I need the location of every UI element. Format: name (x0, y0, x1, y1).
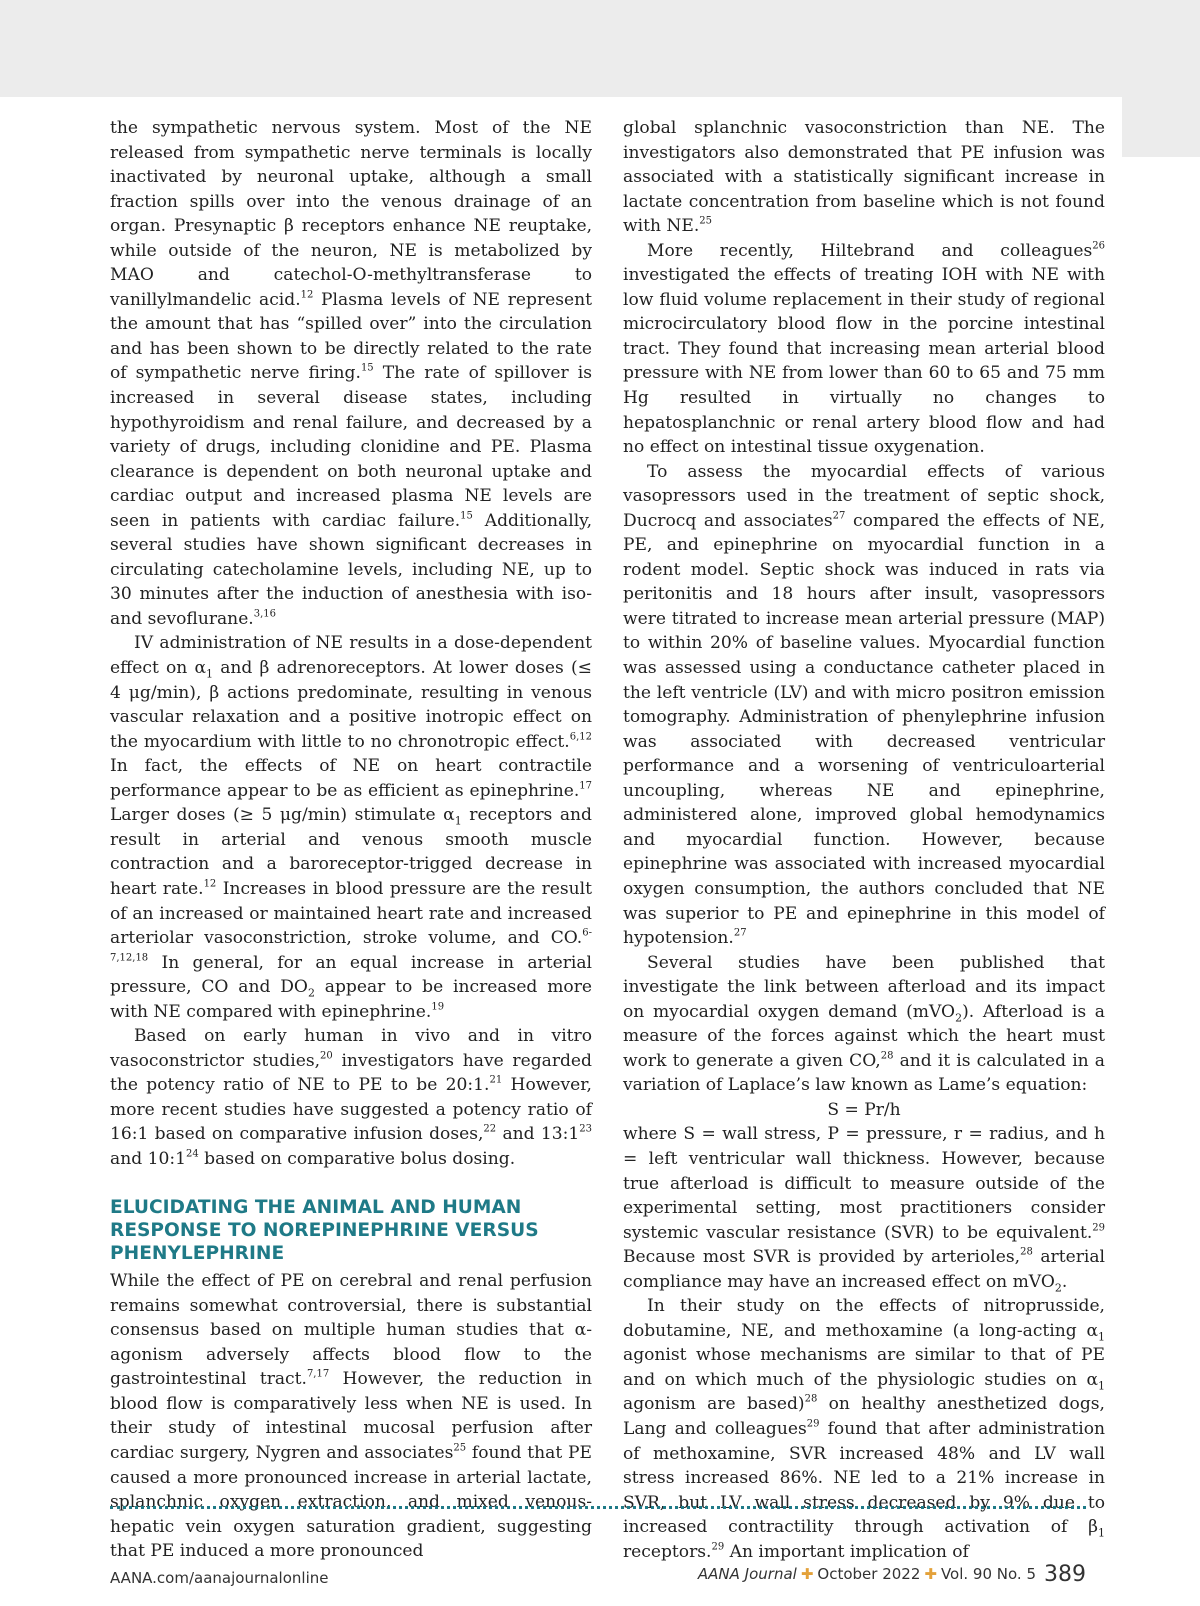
citation: 22 (483, 1123, 497, 1135)
citation: 28 (1020, 1246, 1033, 1258)
issue-date: October 2022 (817, 1565, 921, 1583)
right-column (623, 116, 1105, 1564)
header-band (0, 0, 1200, 97)
footer-citation (698, 1562, 1086, 1587)
paragraph: Several studies have been published that investigate the link between afterload and its impact on myocardial oxygen demand (mVO$_2$). Afterload is a measure of the forces against which the heart must work to generate a given CO,$^{28}$ and it is calculated in a variation of Laplace’s law known as Lame’s equation: (623, 952, 1105, 1096)
paragraph: IV administration of NE results in a dose-dependent effect on $\alpha_1$ and β adrenoreceptors. At lower doses (≤ 4 μg/min), β actions predominate, resulting in venous vascular relaxation and a positive inotropic effect on the myocardium with little to no chronotropic effect.$^{6,12}$ In fact, the effects of NE on heart contractile performance appear to be as efficient as epinephrine.$^{17}$ Larger doses (≥ 5 μg/min) stimulate $\alpha_1$ receptors and result in arterial and venous smooth muscle contraction and a baroreceptor-trigged decrease in heart rate.$^{12}$ Increases in blood pressure are the result of an increased or maintained heart rate and increased arteriolar vasoconstriction, stroke volume, and CO.$^{6-7,12,18}$ In general, for an equal increase in arterial pressure, CO and $DO_2$ appear to be increased more with NE compared with epinephrine.$^{19}$ (110, 633, 593, 1022)
citation: 20 (320, 1050, 333, 1062)
left-column (110, 116, 592, 1564)
citation: 27 (832, 510, 846, 522)
paragraph: Based on early human in vivo and in vitro vasoconstrictor studies,$^{20}$ investigators have regarded the potency ratio of NE to PE to be 20:1.21 However, more recent studies have suggested a potency ratio of 16:1 based on comparative infusion doses,$^{22}$ and $13:1^{23}$ and $10:1^{24}$ based on comparative bolus dosing. (110, 1026, 592, 1169)
citation: 28 (804, 1393, 818, 1405)
citation: 21 (489, 1074, 503, 1086)
citation: 7,17 (306, 1368, 330, 1380)
footer-divider (110, 1506, 1086, 1509)
paragraph: While the effect of PE on cerebral and renal perfusion remains somewhat controversial, there is substantial consensus based on multiple human studies that α-agonism adversely affects blood flow to the gastrointestinal tract.$^{7,17}$ However, the reduction in blood flow is comparatively less when NE is used. In their study of intestinal mucosal perfusion after cardiac surgery, Nygren and associates$^{25}$ found that PE caused a more pronounced increase in arterial lactate, splanchnic oxygen extraction, and mixed venous-hepatic vein oxygen saturation gradient, suggesting that PE induced a more pronounced (110, 1271, 592, 1562)
journal-name: AANA Journal (697, 1565, 797, 1583)
citation: 29 (711, 1541, 725, 1553)
citation: 15 (360, 362, 374, 374)
equation: S = Pr/h (827, 1099, 901, 1120)
plus-icon: ✚ (800, 1565, 814, 1583)
citation: 12 (203, 878, 217, 890)
plus-icon: ✚ (924, 1565, 937, 1583)
paragraph: More recently, Hiltebrand and colleagues$^{26}$ investigated the effects of treating IOH with NE with low fluid volume replacement in their study of regional microcirculatory blood flow in the porcine intestinal tract. They found that increasing mean arterial blood pressure with NE from lower than 60 to 65 and 75 mm Hg resulted in virtually no changes to hepatosplanchnic or renal artery blood flow and had no effect on intestinal tissue oxygenation. (623, 240, 1105, 458)
header-band-tab (1122, 97, 1200, 157)
citation: 23 (579, 1123, 592, 1135)
citation: 17 (579, 780, 592, 792)
volume-issue: Vol. 90 No. 5 (940, 1565, 1036, 1583)
citation: 28 (880, 1050, 894, 1062)
citation: 19 (431, 1001, 445, 1013)
citation: 24 (185, 1148, 199, 1160)
paragraph: To assess the myocardial effects of various vasopressors used in the treatment of septic shock, Ducrocq and associates$^{27}$ compared the effects of NE, PE, and epinephrine on myocardial function in a rodent model. Septic shock was induced in rats via peritonitis and 18 hours after insult, vasopressors were titrated to increase mean arterial pressure (MAP) to within 20% of baseline values. Myocardial function was assessed using a conductance catheter placed in the left ventricle (LV) and with micro positron emission tomography. Administration of phenylephrine infusion was associated with decreased ventricular performance and a worsening of ventriculoarterial uncoupling, whereas NE and epinephrine, administered alone, improved global hemodynamics and myocardial function. However, because epinephrine was associated with increased myocardial oxygen consumption, the authors concluded that NE was superior to PE and epinephrine in this model of hypotension.$^{27}$ (623, 461, 1105, 949)
page-number: 389 (1044, 1562, 1086, 1587)
paragraph: In their study on the effects of nitroprusside, dobutamine, NE, and methoxamine (a long-acting $\alpha_1$ agonist whose mechanisms are similar to that of PE and on which much of the physiologic studies on $\alpha_1$ agonism are based)$^{28}$ on healthy anesthetized dogs, Lang and colleagues$^{29}$ found that after administration of methoxamine, SVR increased 48% and LV wall stress increased 86%. NE led to a 21% increase in SVR, but LV wall stress decreased by 9% due to increased contractility through activation of $\beta_1$ receptors.$^{29}$ An important implication of (623, 1296, 1106, 1562)
footer-url[interactable]: AANA.com/aanajournalonline (110, 1569, 329, 1587)
citation: 25 (699, 215, 713, 227)
citation: 3,16 (253, 608, 277, 620)
citation: 26 (1092, 240, 1105, 252)
citation: 6,12 (569, 731, 592, 743)
paragraph: the sympathetic nervous system. Most of the NE released from sympathetic nerve terminals is locally inactivated by neuronal uptake, although a small fraction spills over into the venous drainage of an organ. Presynaptic β receptors enhance NE reuptake, while outside of the neuron, NE is metabolized by MAO and catechol-O-methyltransferase to vanillylmandelic acid.$^{12}$ Plasma levels of NE represent the amount that has “spilled over” into the circulation and has been shown to be directly related to the rate of sympathetic nerve firing.$^{15}$ The rate of spillover is increased in several disease states, including hypothyroidism and renal failure, and decreased by a variety of drugs, including clonidine and PE. Plasma clearance is dependent on both neuronal uptake and cardiac output and increased plasma NE levels are seen in patients with cardiac failure.$^{15}$ Additionally, several studies have shown significant decreases in circulating catecholamine levels, including NE, up to 30 minutes after the induction of anesthesia with iso- and sevoflurane.$^{3,16}$ (110, 118, 592, 629)
citation: 15 (460, 510, 473, 522)
paragraph: global splanchnic vasoconstriction than NE. The investigators also demonstrated that PE infusion was associated with a statistically significant increase in lactate concentration from baseline which is not found with NE.$^{25}$ (623, 118, 1105, 237)
citation: 27 (733, 927, 747, 939)
paragraph: where S = wall stress, P = pressure, r = radius, and h = left ventricular wall thickness. However, because true afterload is difficult to measure outside of the experimental setting, most practitioners consider systemic vascular resistance (SVR) to be equivalent.$^{29}$ Because most SVR is provided by arterioles,$^{28}$ arterial compliance may have an increased effect on mVO$_2$. (623, 1124, 1105, 1295)
citation: 12 (300, 289, 314, 301)
citation: 29 (1092, 1222, 1105, 1234)
citation: 25 (453, 1442, 467, 1454)
citation: 6-7,12,18 (110, 927, 592, 964)
section-heading: ELUCIDATING THE ANIMAL AND HUMAN RESPONSE TO NOREPINEPHRINE VERSUS PHENYLEPHRINE (110, 1196, 539, 1264)
citation: 29 (806, 1418, 820, 1430)
